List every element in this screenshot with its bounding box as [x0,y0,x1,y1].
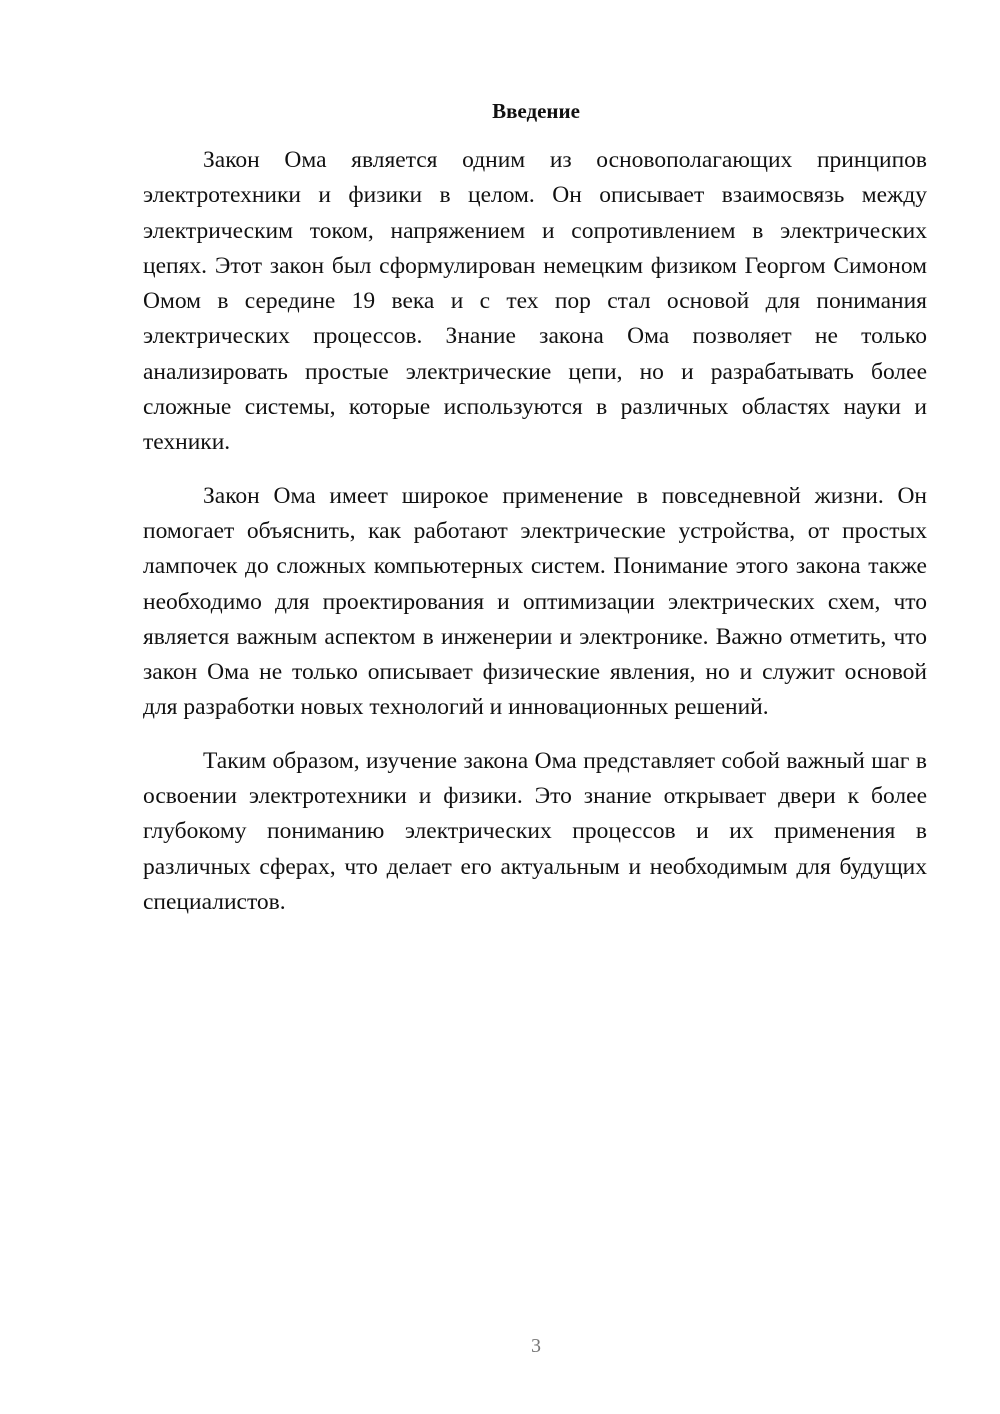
paragraph-3: Таким образом, изучение закона Ома представляет собой важный шаг в освоении электротехники и физики. Это знание открывает двери к более глубокому пониманию электрических процессов и их применения в различных сферах, что делает его актуальным и необходимым для будущих специалистов. [143,747,927,915]
section-heading: Введение [492,99,580,123]
paragraph-2: Закон Ома имеет широкое применение в повседневной жизни. Он помогает объяснить, как работают электрические устройства, от простых лампочек до сложных компьютерных систем. Понимание этого закона также необходимо для проектирования и оптимизации электрических схем, что является важным аспектом в инженерии и электронике. Важно отметить, что закон Ома не только описывает физические явления, но и служит основой для разработки новых технологий и инновационных решений. [143,482,927,721]
body-text [143,143,927,938]
page-number: 3 [531,1335,541,1357]
paragraph-1: Закон Ома является одним из основополагающих принципов электротехники и физики в целом. Он описывает взаимосвязь между электрическим током, напряжением и сопротивлением в электрических цепях. Этот закон был сформулирован немецким физиком Георгом Симоном Омом в середине 19 века и с тех пор стал основой для понимания электрических процессов. Знание закона Ома позволяет не только анализировать простые электрические цепи, но и разрабатывать более сложные системы, которые используются в различных областях науки и техники. [143,147,927,456]
